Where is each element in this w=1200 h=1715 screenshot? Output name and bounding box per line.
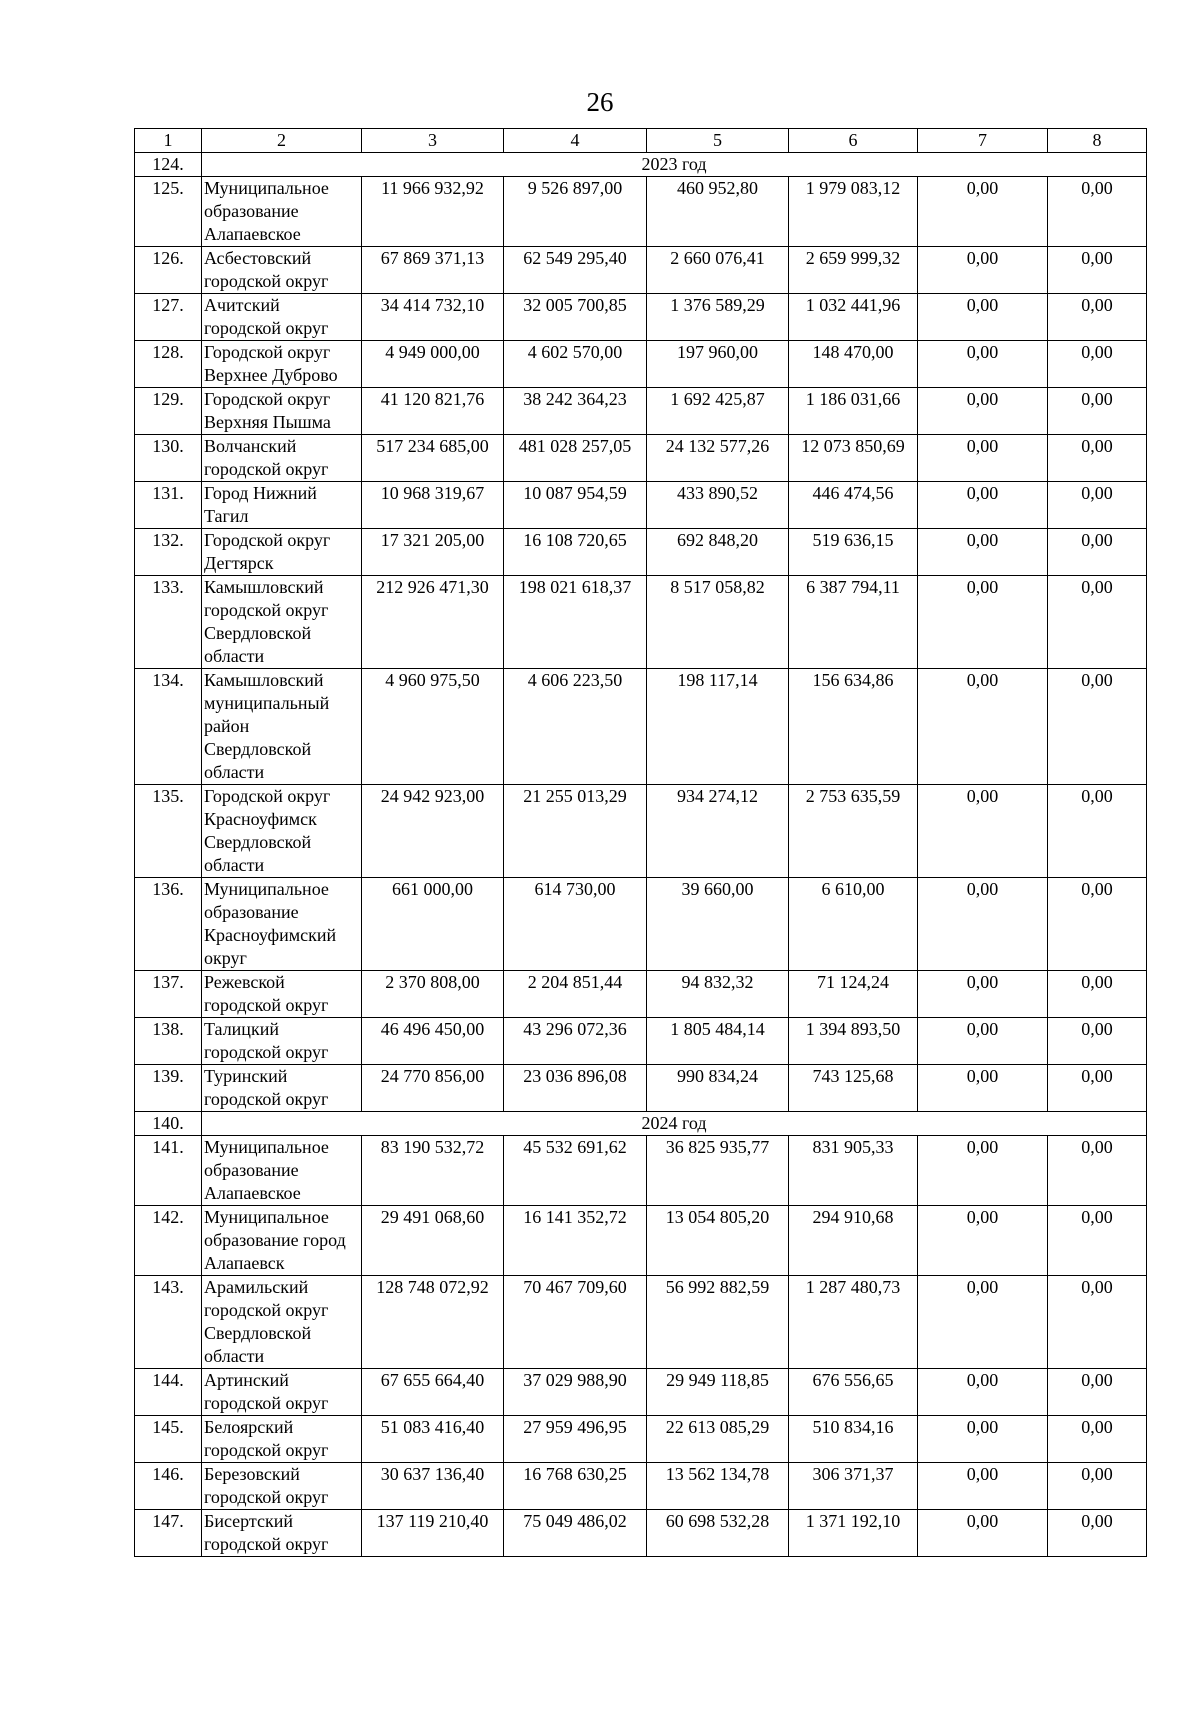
table-row xyxy=(135,482,1147,529)
value-cell-7: 0,00 xyxy=(918,1136,1048,1206)
value-cell-8: 0,00 xyxy=(1048,669,1147,785)
row-number: 143. xyxy=(135,1276,202,1369)
value-cell-6: 6 610,00 xyxy=(789,878,918,971)
value-cell-4: 4 602 570,00 xyxy=(504,341,647,388)
value-cell-3: 46 496 450,00 xyxy=(362,1018,504,1065)
value-cell-3: 137 119 210,40 xyxy=(362,1510,504,1557)
value-cell-7: 0,00 xyxy=(918,341,1048,388)
value-cell-6: 831 905,33 xyxy=(789,1136,918,1206)
value-cell-7: 0,00 xyxy=(918,1510,1048,1557)
value-cell-5: 13 562 134,78 xyxy=(647,1463,789,1510)
data-table xyxy=(134,128,1147,1557)
table-row xyxy=(135,1206,1147,1276)
value-cell-4: 37 029 988,90 xyxy=(504,1369,647,1416)
value-cell-7: 0,00 xyxy=(918,1369,1048,1416)
value-cell-5: 2 660 076,41 xyxy=(647,247,789,294)
value-cell-3: 10 968 319,67 xyxy=(362,482,504,529)
value-cell-8: 0,00 xyxy=(1048,341,1147,388)
table-row xyxy=(135,785,1147,878)
row-number: 124. xyxy=(135,153,202,177)
table-row xyxy=(135,1416,1147,1463)
year-label: 2024 год xyxy=(202,1112,1147,1136)
municipality-name: Белоярский городской округ xyxy=(202,1416,362,1463)
value-cell-4: 198 021 618,37 xyxy=(504,576,647,669)
row-number: 147. xyxy=(135,1510,202,1557)
row-number: 125. xyxy=(135,177,202,247)
row-number: 139. xyxy=(135,1065,202,1112)
value-cell-5: 13 054 805,20 xyxy=(647,1206,789,1276)
header-cell: 1 xyxy=(135,129,202,153)
value-cell-8: 0,00 xyxy=(1048,576,1147,669)
header-cell: 5 xyxy=(647,129,789,153)
value-cell-6: 306 371,37 xyxy=(789,1463,918,1510)
table-row xyxy=(135,529,1147,576)
row-number: 144. xyxy=(135,1369,202,1416)
value-cell-7: 0,00 xyxy=(918,785,1048,878)
value-cell-3: 17 321 205,00 xyxy=(362,529,504,576)
value-cell-4: 70 467 709,60 xyxy=(504,1276,647,1369)
value-cell-4: 21 255 013,29 xyxy=(504,785,647,878)
value-cell-8: 0,00 xyxy=(1048,247,1147,294)
row-number: 131. xyxy=(135,482,202,529)
value-cell-7: 0,00 xyxy=(918,482,1048,529)
value-cell-4: 27 959 496,95 xyxy=(504,1416,647,1463)
value-cell-3: 4 949 000,00 xyxy=(362,341,504,388)
value-cell-5: 692 848,20 xyxy=(647,529,789,576)
table-row xyxy=(135,1136,1147,1206)
header-cell: 6 xyxy=(789,129,918,153)
value-cell-6: 1 394 893,50 xyxy=(789,1018,918,1065)
year-row xyxy=(135,153,1147,177)
row-number: 142. xyxy=(135,1206,202,1276)
value-cell-8: 0,00 xyxy=(1048,1018,1147,1065)
page-number: 26 xyxy=(586,87,614,117)
value-cell-5: 8 517 058,82 xyxy=(647,576,789,669)
value-cell-3: 29 491 068,60 xyxy=(362,1206,504,1276)
municipality-name: Муниципальное образование Красноуфимский округ xyxy=(202,878,362,971)
value-cell-7: 0,00 xyxy=(918,1416,1048,1463)
row-number: 137. xyxy=(135,971,202,1018)
value-cell-5: 934 274,12 xyxy=(647,785,789,878)
value-cell-8: 0,00 xyxy=(1048,1136,1147,1206)
value-cell-3: 517 234 685,00 xyxy=(362,435,504,482)
value-cell-3: 212 926 471,30 xyxy=(362,576,504,669)
value-cell-4: 32 005 700,85 xyxy=(504,294,647,341)
municipality-name: Асбестовский городской округ xyxy=(202,247,362,294)
value-cell-5: 22 613 085,29 xyxy=(647,1416,789,1463)
value-cell-4: 4 606 223,50 xyxy=(504,669,647,785)
row-number: 133. xyxy=(135,576,202,669)
table-row xyxy=(135,341,1147,388)
municipality-name: Артинский городской округ xyxy=(202,1369,362,1416)
table-row xyxy=(135,1369,1147,1416)
value-cell-3: 34 414 732,10 xyxy=(362,294,504,341)
row-number: 145. xyxy=(135,1416,202,1463)
value-cell-5: 60 698 532,28 xyxy=(647,1510,789,1557)
value-cell-6: 12 073 850,69 xyxy=(789,435,918,482)
value-cell-4: 10 087 954,59 xyxy=(504,482,647,529)
value-cell-6: 446 474,56 xyxy=(789,482,918,529)
value-cell-3: 24 942 923,00 xyxy=(362,785,504,878)
value-cell-7: 0,00 xyxy=(918,247,1048,294)
value-cell-7: 0,00 xyxy=(918,177,1048,247)
municipality-name: Муниципальное образование Алапаевское xyxy=(202,177,362,247)
value-cell-8: 0,00 xyxy=(1048,971,1147,1018)
value-cell-6: 676 556,65 xyxy=(789,1369,918,1416)
municipality-name: Режевской городской округ xyxy=(202,971,362,1018)
header-cell: 8 xyxy=(1048,129,1147,153)
value-cell-8: 0,00 xyxy=(1048,1065,1147,1112)
value-cell-4: 23 036 896,08 xyxy=(504,1065,647,1112)
municipality-name: Городской округ Верхнее Дуброво xyxy=(202,341,362,388)
value-cell-4: 614 730,00 xyxy=(504,878,647,971)
value-cell-7: 0,00 xyxy=(918,294,1048,341)
row-number: 141. xyxy=(135,1136,202,1206)
table-row xyxy=(135,1463,1147,1510)
row-number: 138. xyxy=(135,1018,202,1065)
table-row xyxy=(135,294,1147,341)
value-cell-8: 0,00 xyxy=(1048,388,1147,435)
value-cell-7: 0,00 xyxy=(918,529,1048,576)
value-cell-6: 1 287 480,73 xyxy=(789,1276,918,1369)
value-cell-8: 0,00 xyxy=(1048,1416,1147,1463)
value-cell-3: 24 770 856,00 xyxy=(362,1065,504,1112)
value-cell-6: 71 124,24 xyxy=(789,971,918,1018)
value-cell-8: 0,00 xyxy=(1048,529,1147,576)
value-cell-3: 67 869 371,13 xyxy=(362,247,504,294)
value-cell-6: 510 834,16 xyxy=(789,1416,918,1463)
table-row xyxy=(135,1018,1147,1065)
row-number: 146. xyxy=(135,1463,202,1510)
value-cell-6: 1 371 192,10 xyxy=(789,1510,918,1557)
row-number: 130. xyxy=(135,435,202,482)
header-cell: 7 xyxy=(918,129,1048,153)
row-number: 134. xyxy=(135,669,202,785)
table-row xyxy=(135,878,1147,971)
value-cell-3: 661 000,00 xyxy=(362,878,504,971)
municipality-name: Арамильский городской округ Свердловской области xyxy=(202,1276,362,1369)
value-cell-3: 2 370 808,00 xyxy=(362,971,504,1018)
value-cell-7: 0,00 xyxy=(918,1065,1048,1112)
table-row xyxy=(135,669,1147,785)
row-number: 126. xyxy=(135,247,202,294)
municipality-name: Ачитский городской округ xyxy=(202,294,362,341)
value-cell-5: 197 960,00 xyxy=(647,341,789,388)
value-cell-4: 38 242 364,23 xyxy=(504,388,647,435)
value-cell-5: 198 117,14 xyxy=(647,669,789,785)
value-cell-3: 41 120 821,76 xyxy=(362,388,504,435)
value-cell-6: 156 634,86 xyxy=(789,669,918,785)
value-cell-8: 0,00 xyxy=(1048,1369,1147,1416)
value-cell-5: 24 132 577,26 xyxy=(647,435,789,482)
value-cell-6: 2 753 635,59 xyxy=(789,785,918,878)
value-cell-4: 2 204 851,44 xyxy=(504,971,647,1018)
value-cell-4: 16 141 352,72 xyxy=(504,1206,647,1276)
row-number: 136. xyxy=(135,878,202,971)
row-number: 129. xyxy=(135,388,202,435)
table-row xyxy=(135,1065,1147,1112)
year-label: 2023 год xyxy=(202,153,1147,177)
value-cell-5: 94 832,32 xyxy=(647,971,789,1018)
row-number: 135. xyxy=(135,785,202,878)
value-cell-8: 0,00 xyxy=(1048,785,1147,878)
value-cell-4: 45 532 691,62 xyxy=(504,1136,647,1206)
municipality-name: Городской округ Верхняя Пышма xyxy=(202,388,362,435)
value-cell-6: 294 910,68 xyxy=(789,1206,918,1276)
municipality-name: Город Нижний Тагил xyxy=(202,482,362,529)
table-row xyxy=(135,576,1147,669)
municipality-name: Березовский городской округ xyxy=(202,1463,362,1510)
table-header xyxy=(135,129,1147,153)
municipality-name: Бисертский городской округ xyxy=(202,1510,362,1557)
value-cell-4: 43 296 072,36 xyxy=(504,1018,647,1065)
value-cell-4: 62 549 295,40 xyxy=(504,247,647,294)
value-cell-4: 16 768 630,25 xyxy=(504,1463,647,1510)
value-cell-6: 148 470,00 xyxy=(789,341,918,388)
value-cell-3: 11 966 932,92 xyxy=(362,177,504,247)
value-cell-5: 29 949 118,85 xyxy=(647,1369,789,1416)
value-cell-5: 36 825 935,77 xyxy=(647,1136,789,1206)
table-row xyxy=(135,247,1147,294)
header-cell: 2 xyxy=(202,129,362,153)
value-cell-5: 460 952,80 xyxy=(647,177,789,247)
value-cell-7: 0,00 xyxy=(918,669,1048,785)
value-cell-8: 0,00 xyxy=(1048,878,1147,971)
value-cell-8: 0,00 xyxy=(1048,435,1147,482)
table-row xyxy=(135,177,1147,247)
row-number: 140. xyxy=(135,1112,202,1136)
value-cell-6: 2 659 999,32 xyxy=(789,247,918,294)
value-cell-8: 0,00 xyxy=(1048,177,1147,247)
municipality-name: Камышловский муниципальный район Свердловской области xyxy=(202,669,362,785)
value-cell-3: 30 637 136,40 xyxy=(362,1463,504,1510)
value-cell-5: 1 805 484,14 xyxy=(647,1018,789,1065)
value-cell-8: 0,00 xyxy=(1048,1276,1147,1369)
value-cell-3: 128 748 072,92 xyxy=(362,1276,504,1369)
municipality-name: Городской округ Красноуфимск Свердловской области xyxy=(202,785,362,878)
value-cell-5: 433 890,52 xyxy=(647,482,789,529)
table-row xyxy=(135,435,1147,482)
value-cell-5: 990 834,24 xyxy=(647,1065,789,1112)
value-cell-5: 56 992 882,59 xyxy=(647,1276,789,1369)
year-row xyxy=(135,1112,1147,1136)
value-cell-4: 16 108 720,65 xyxy=(504,529,647,576)
table-row xyxy=(135,971,1147,1018)
municipality-name: Городской округ Дегтярск xyxy=(202,529,362,576)
municipality-name: Муниципальное образование Алапаевское xyxy=(202,1136,362,1206)
value-cell-3: 83 190 532,72 xyxy=(362,1136,504,1206)
value-cell-7: 0,00 xyxy=(918,1276,1048,1369)
value-cell-7: 0,00 xyxy=(918,1018,1048,1065)
value-cell-3: 51 083 416,40 xyxy=(362,1416,504,1463)
header-cell: 3 xyxy=(362,129,504,153)
row-number: 127. xyxy=(135,294,202,341)
value-cell-6: 519 636,15 xyxy=(789,529,918,576)
value-cell-4: 481 028 257,05 xyxy=(504,435,647,482)
value-cell-8: 0,00 xyxy=(1048,1206,1147,1276)
municipality-name: Камышловский городской округ Свердловской области xyxy=(202,576,362,669)
header-cell: 4 xyxy=(504,129,647,153)
row-number: 128. xyxy=(135,341,202,388)
value-cell-4: 9 526 897,00 xyxy=(504,177,647,247)
table-row xyxy=(135,388,1147,435)
municipality-name: Волчанский городской округ xyxy=(202,435,362,482)
value-cell-8: 0,00 xyxy=(1048,1463,1147,1510)
row-number: 132. xyxy=(135,529,202,576)
value-cell-6: 6 387 794,11 xyxy=(789,576,918,669)
value-cell-3: 67 655 664,40 xyxy=(362,1369,504,1416)
header-row xyxy=(135,129,1147,153)
table-row xyxy=(135,1510,1147,1557)
value-cell-7: 0,00 xyxy=(918,878,1048,971)
value-cell-7: 0,00 xyxy=(918,1206,1048,1276)
value-cell-6: 1 186 031,66 xyxy=(789,388,918,435)
value-cell-7: 0,00 xyxy=(918,971,1048,1018)
value-cell-8: 0,00 xyxy=(1048,482,1147,529)
municipality-name: Туринский городской округ xyxy=(202,1065,362,1112)
value-cell-6: 1 979 083,12 xyxy=(789,177,918,247)
table-row xyxy=(135,1276,1147,1369)
value-cell-5: 1 692 425,87 xyxy=(647,388,789,435)
value-cell-8: 0,00 xyxy=(1048,1510,1147,1557)
value-cell-6: 743 125,68 xyxy=(789,1065,918,1112)
value-cell-6: 1 032 441,96 xyxy=(789,294,918,341)
municipality-name: Муниципальное образование город Алапаевск xyxy=(202,1206,362,1276)
value-cell-7: 0,00 xyxy=(918,576,1048,669)
value-cell-7: 0,00 xyxy=(918,435,1048,482)
value-cell-7: 0,00 xyxy=(918,388,1048,435)
value-cell-5: 39 660,00 xyxy=(647,878,789,971)
value-cell-7: 0,00 xyxy=(918,1463,1048,1510)
municipality-name: Талицкий городской округ xyxy=(202,1018,362,1065)
value-cell-8: 0,00 xyxy=(1048,294,1147,341)
value-cell-3: 4 960 975,50 xyxy=(362,669,504,785)
value-cell-4: 75 049 486,02 xyxy=(504,1510,647,1557)
value-cell-5: 1 376 589,29 xyxy=(647,294,789,341)
table-body xyxy=(135,153,1147,1557)
